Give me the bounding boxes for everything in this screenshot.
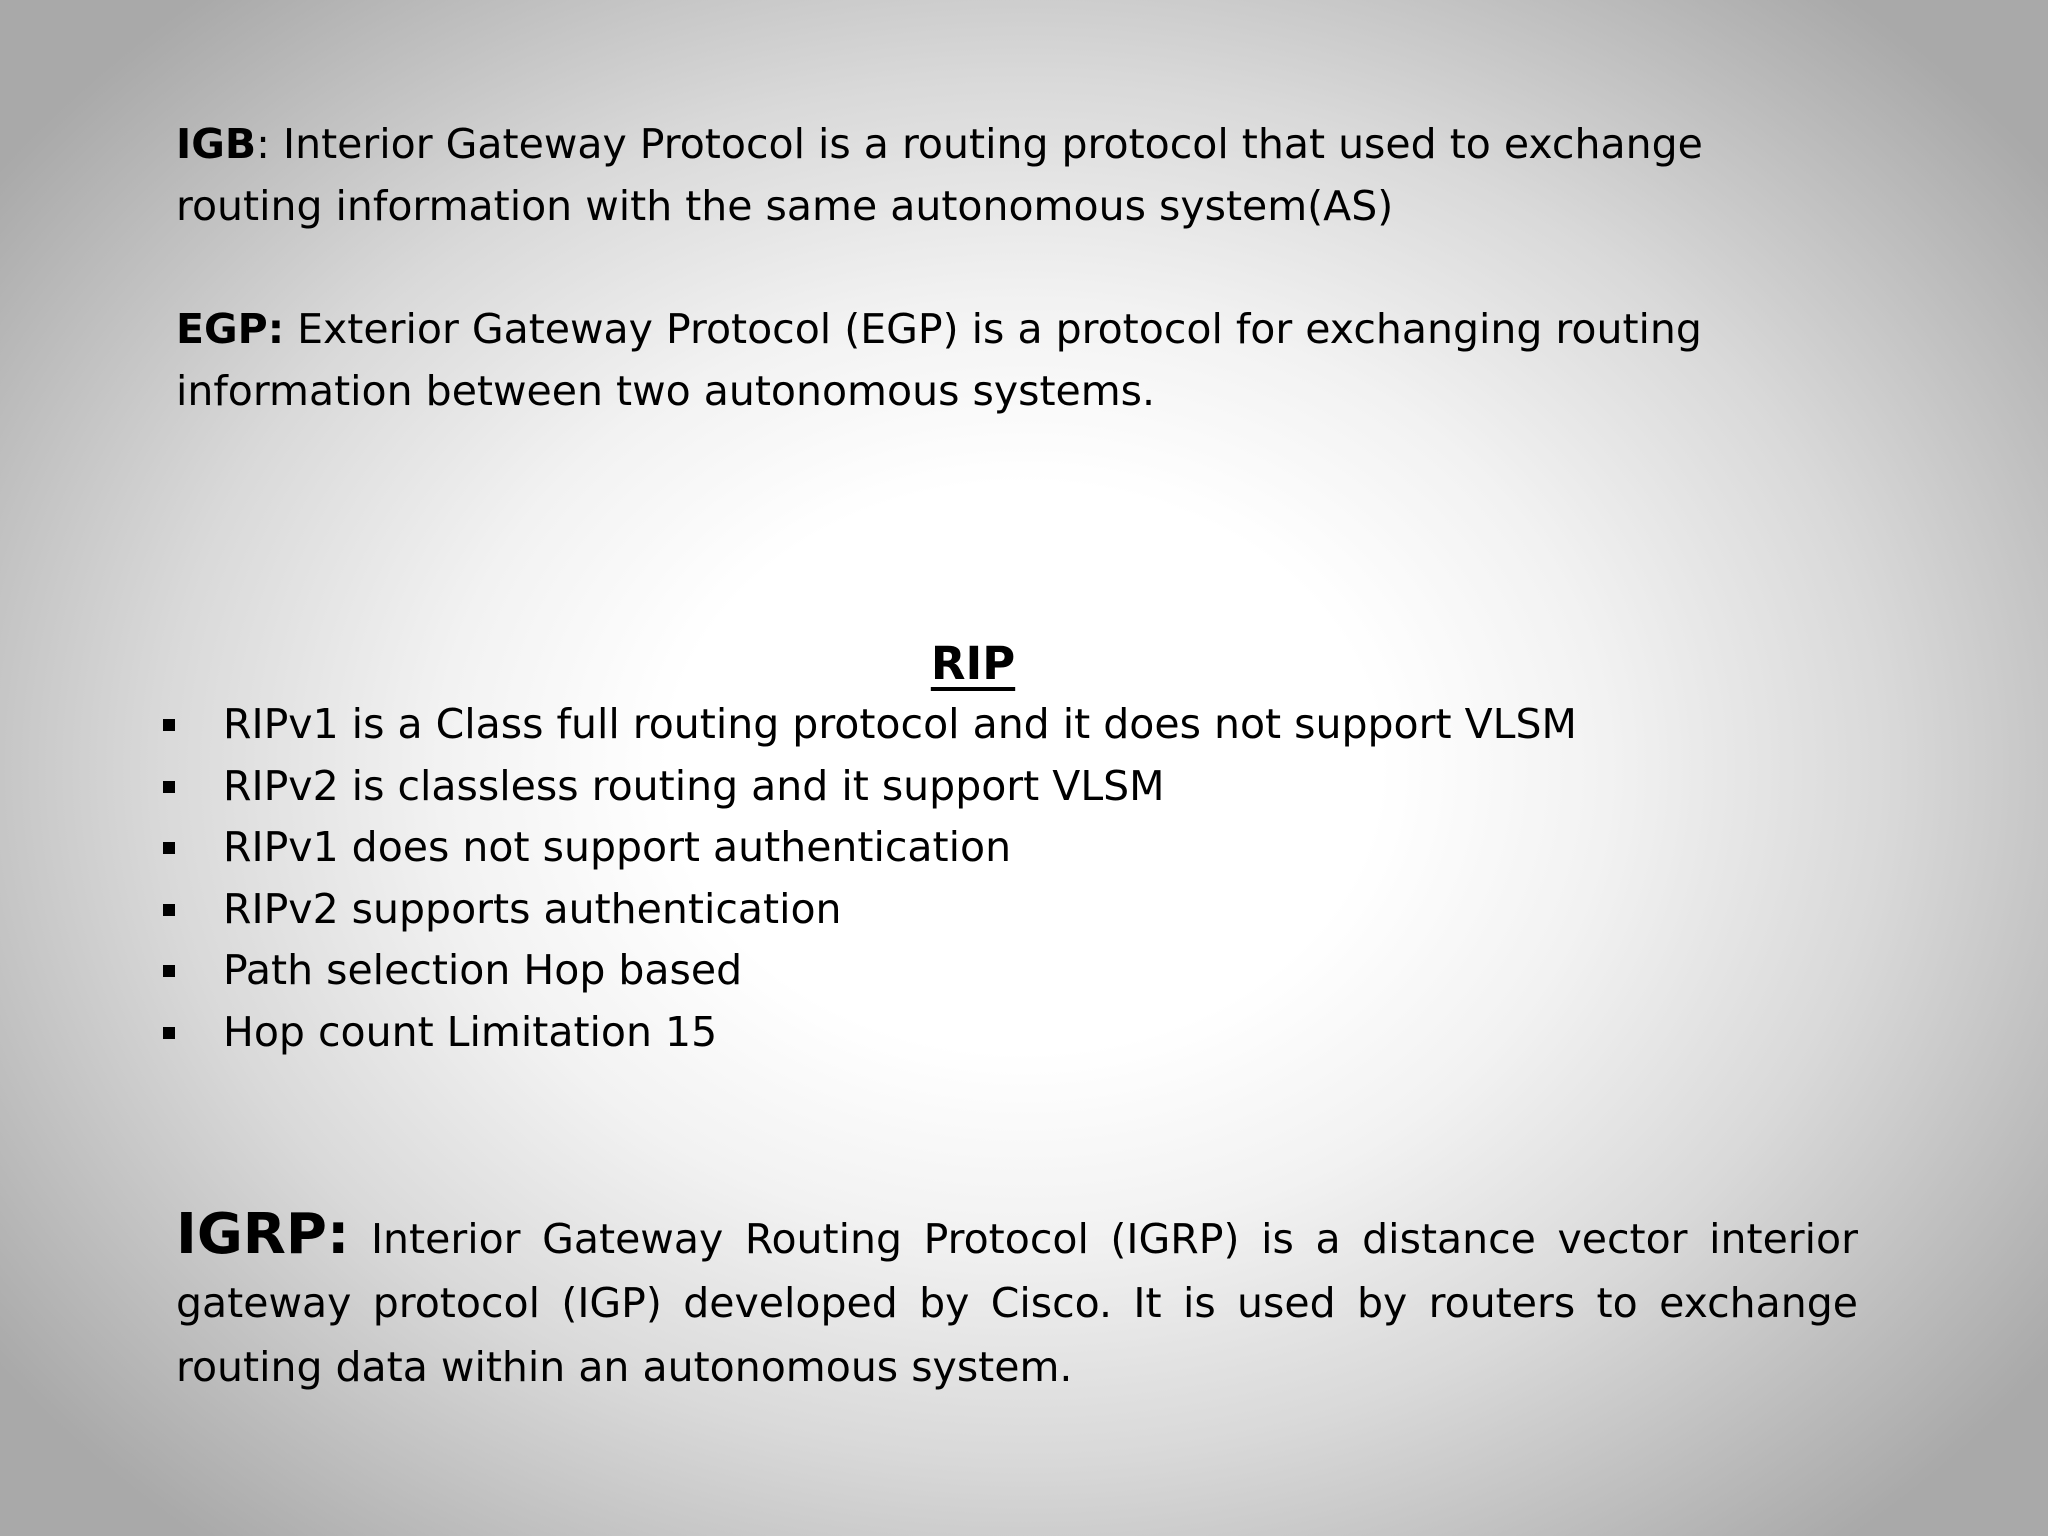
rip-list-item	[160, 940, 1577, 1002]
igrp-term: IGRP:	[176, 1202, 350, 1267]
rip-list	[160, 694, 1577, 1063]
rip-list-item	[160, 817, 1577, 879]
rip-item-text: RIPv1 does not support authentication	[223, 823, 1012, 871]
rip-list-item	[160, 756, 1577, 818]
egp-term: EGP:	[176, 305, 285, 353]
square-bullet-icon	[163, 904, 175, 916]
igb-text: : Interior Gateway Protocol is a routing protocol that used to exchange routing information with the same autonomous system(AS)	[176, 120, 1703, 230]
rip-item-text: Hop count Limitation 15	[223, 1007, 718, 1056]
rip-list-item	[160, 1002, 1577, 1064]
egp-definition	[176, 298, 1776, 422]
square-bullet-icon	[163, 719, 175, 731]
rip-item-text: RIPv2 supports authentication	[223, 884, 842, 933]
rip-item-text: RIPv2 is classless routing and it support VLSM	[223, 761, 1165, 810]
rip-list-item	[160, 879, 1577, 941]
square-bullet-icon	[163, 965, 175, 977]
igb-definition	[176, 113, 1776, 237]
square-bullet-icon	[163, 1027, 175, 1039]
igrp-text: Interior Gateway Routing Protocol (IGRP) is a distance vector interior gateway protocol (IGP) developed by Cisco. It is used by routers to exchange routing data within an autonomous system.	[176, 1215, 1858, 1391]
igrp-definition	[176, 1203, 1858, 1399]
rip-item-text: RIPv1 is a Class full routing protocol and it does not support VLSM	[223, 700, 1577, 748]
rip-heading: RIP	[930, 637, 1016, 690]
igb-term: IGB	[176, 120, 257, 168]
egp-text: Exterior Gateway Protocol (EGP) is a protocol for exchanging routing information between two autonomous systems.	[176, 305, 1702, 415]
rip-list-item	[160, 694, 1577, 756]
square-bullet-icon	[163, 781, 175, 793]
rip-item-text: Path selection Hop based	[223, 946, 743, 994]
square-bullet-icon	[163, 842, 175, 854]
